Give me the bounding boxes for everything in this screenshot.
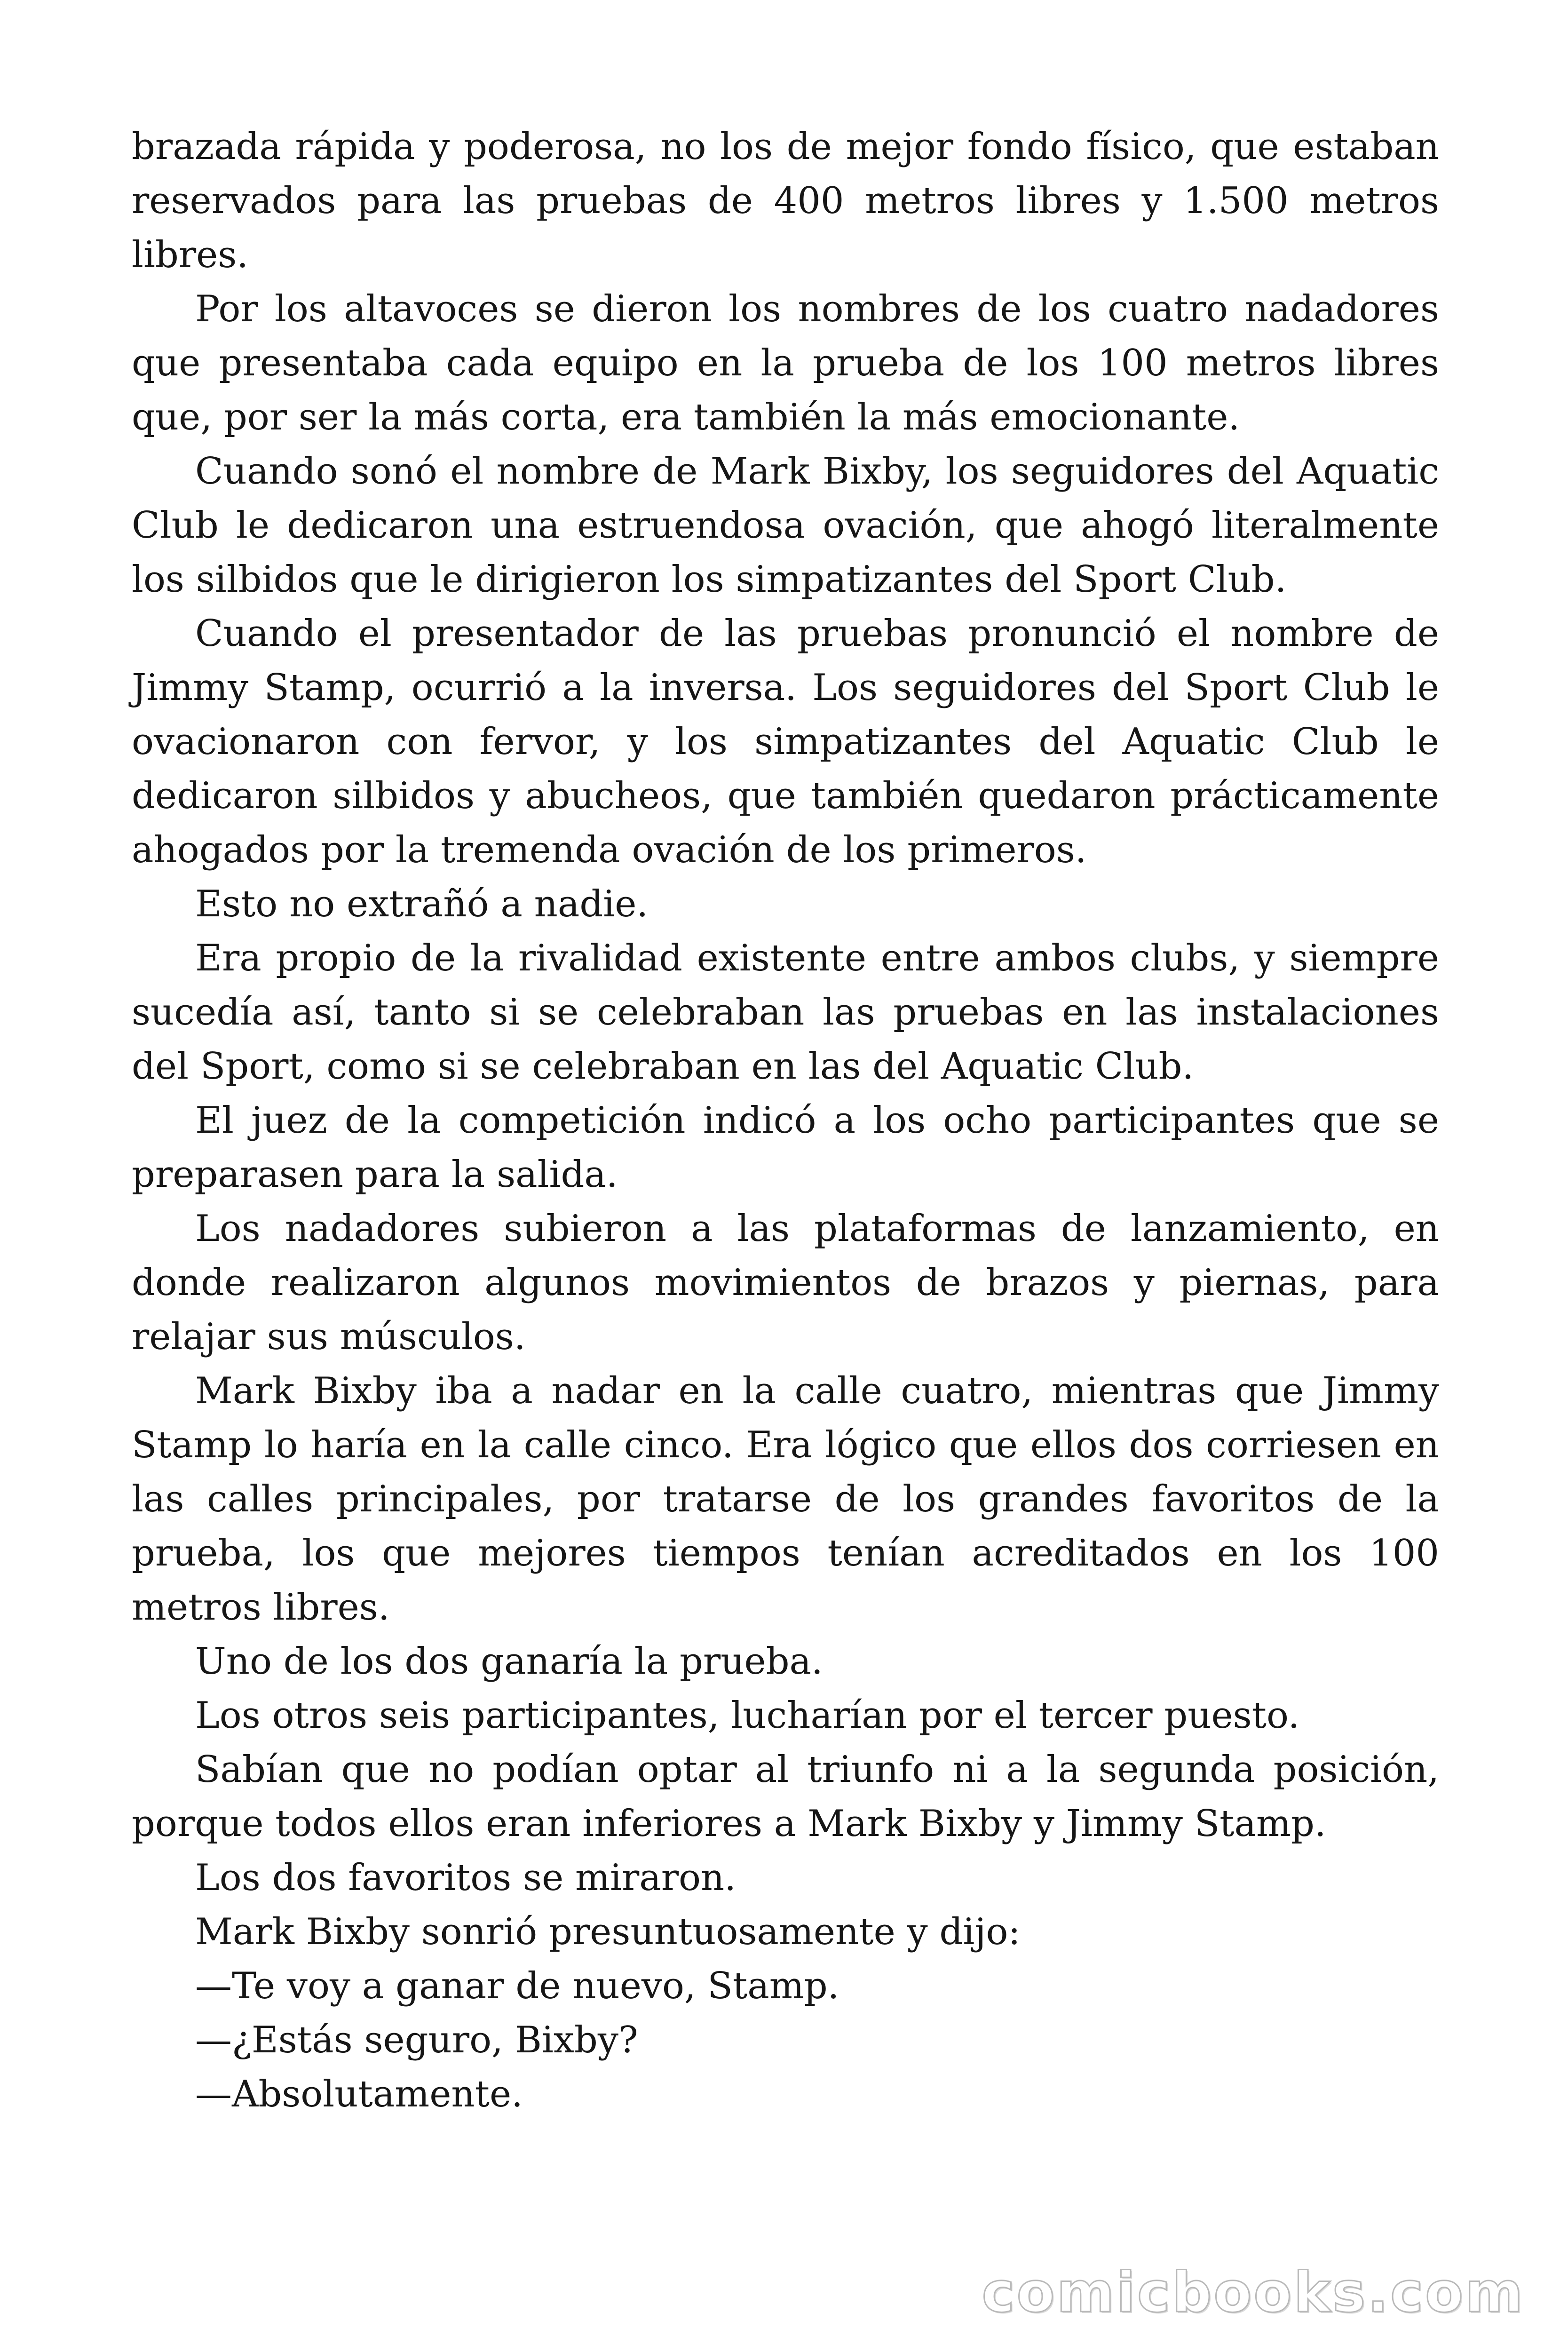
paragraph: Mark Bixby sonrió presuntuosamente y dijo:	[195, 1911, 1021, 1953]
site-watermark: comicbooks.com	[982, 2260, 1525, 2325]
paragraph-continuation: brazada rápida y poderosa, no los de mejor fondo físico, que estaban reservados para las pruebas de 400 metros libres y 1.500 metros libres.	[132, 126, 1439, 276]
dialogue-line: —¿Estás seguro, Bixby?	[195, 2019, 638, 2061]
paragraph: Cuando sonó el nombre de Mark Bixby, los seguidores del Aquatic Club le dedicaron una estruendosa ovación, que ahogó literalmente los silbidos que le dirigieron los simpatizantes del Sport Club.	[132, 450, 1439, 601]
paragraph: Los dos favoritos se miraron.	[195, 1857, 736, 1899]
dialogue-line: —Absolutamente.	[195, 2073, 523, 2115]
paragraph: Mark Bixby iba a nadar en la calle cuatro, mientras que Jimmy Stamp lo haría en la calle cinco. Era lógico que ellos dos corriesen en las calles principales, por tratarse de los grandes favoritos de la prueba, los que mejores tiempos tenían acreditados en los 100 metros libres.	[132, 1370, 1439, 1629]
paragraph: Esto no extrañó a nadie.	[195, 883, 649, 925]
paragraph: Uno de los dos ganaría la prueba.	[195, 1640, 823, 1683]
paragraph: Por los altavoces se dieron los nombres de los cuatro nadadores que presentaba cada equipo en la prueba de los 100 metros libres que, por ser la más corta, era también la más emocionante.	[132, 288, 1439, 438]
paragraph: Cuando el presentador de las pruebas pronunció el nombre de Jimmy Stamp, ocurrió a la inversa. Los seguidores del Sport Club le ovacionaron con fervor, y los simpatizantes del Aquatic Club le dedicaron silbidos y abucheos, que también quedaron prácticamente ahogados por la tremenda ovación de los primeros.	[132, 612, 1439, 871]
body-text	[132, 120, 1439, 2122]
paragraph: Los nadadores subieron a las plataformas de lanzamiento, en donde realizaron algunos movimientos de brazos y piernas, para relajar sus músculos.	[132, 1208, 1439, 1358]
paragraph: Los otros seis participantes, lucharían por el tercer puesto.	[195, 1694, 1300, 1737]
dialogue-line: —Te voy a ganar de nuevo, Stamp.	[195, 1965, 839, 2007]
paragraph: El juez de la competición indicó a los ocho participantes que se preparasen para la salida.	[132, 1099, 1439, 1196]
paragraph: Sabían que no podían optar al triunfo ni a la segunda posición, porque todos ellos eran inferiores a Mark Bixby y Jimmy Stamp.	[132, 1748, 1439, 1845]
paragraph: Era propio de la rivalidad existente entre ambos clubs, y siempre sucedía así, tanto si se celebraban las pruebas en las instalaciones del Sport, como si se celebraban en las del Aquatic Club.	[132, 937, 1439, 1088]
